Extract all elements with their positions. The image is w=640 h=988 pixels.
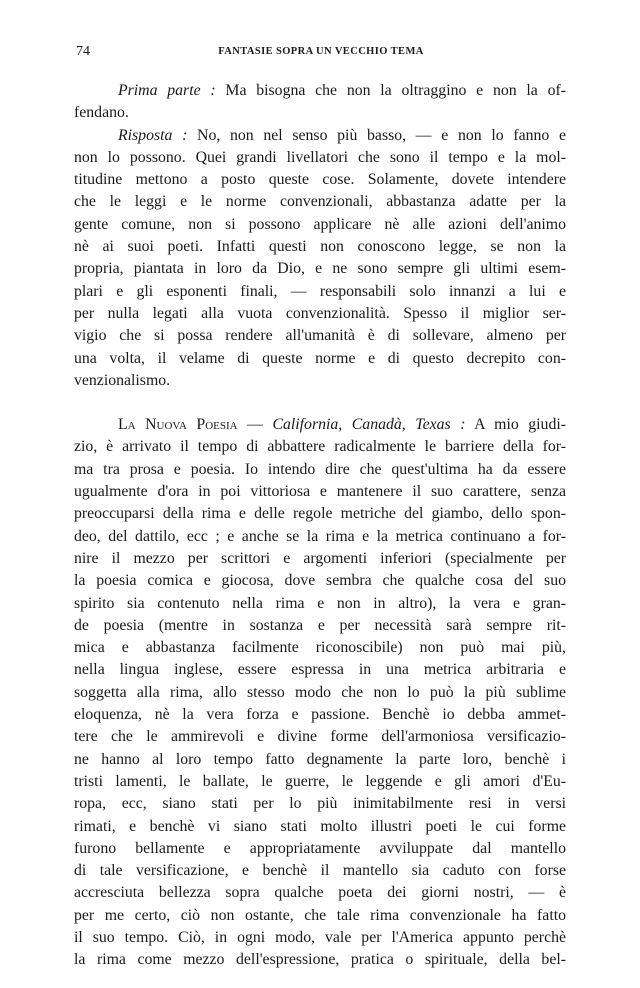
text-line: La Nuova Poesia — California, Canadà, Texas : A mio giudi- [118, 416, 566, 434]
text-line: deo, del dattilo, ecc ; e anche se la rima e la metrica continuano a for- [74, 527, 566, 545]
page-header [76, 44, 566, 62]
text-line: spirito sia contenuto nella rima e non in altro), la vera e gran- [74, 594, 566, 612]
text-line: vigio che si possa rendere all'umanità è di sollevare, almeno per [74, 327, 566, 345]
text-line: nella lingua inglese, essere espressa in una metrica arbitraria e [74, 661, 566, 679]
section-places: California, Canadà, Texas : [272, 416, 466, 434]
text-line: zio, è arrivato il tempo di abbattere radicalmente le barriere della for- [74, 438, 566, 456]
text-line: Risposta : No, non nel senso più basso, — e non lo fanno e [118, 126, 566, 144]
running-head: FANTASIE SOPRA UN VECCHIO TEMA [218, 46, 424, 57]
text-line: non lo possono. Quei grandi livellatori che sono il tempo e la mol- [74, 148, 566, 166]
text-line: ropa, ecc, siano stati per lo più inimitabilmente resi in versi [74, 795, 566, 813]
text-line: di tale versificazione, e benchè il mantello sia caduto con forse [74, 862, 566, 880]
text-line: la poesia comica e giocosa, dove sembra che qualche cosa del suo [74, 572, 566, 590]
text-line: venzionalismo. [74, 371, 171, 389]
text-line: che le leggi e le norme convenzionali, abbastanza adatte per la [74, 193, 566, 211]
text-line: furono bellamente e appropriatamente avviluppate dal mantello [74, 839, 566, 857]
paragraph-gap [74, 392, 566, 414]
text-line: propria, piantata in loro da Dio, e ne sono sempre gli ultimi esem- [74, 260, 566, 278]
text-line: preoccuparsi della rima e delle regole metriche del giambo, dello spon- [74, 505, 566, 523]
text-line: eloquenza, nè la vera forza e passione. Benchè io debba ammet- [74, 706, 566, 724]
text-line: tristi lamenti, le ballate, le guerre, le leggende e gli amori d'Eu- [74, 772, 566, 790]
text-line: una volta, il velame di queste norme e di questo decrepito con- [74, 349, 566, 367]
text-line: fendano. [74, 104, 129, 122]
text-line: accresciuta bellezza sopra qualche poeta dei giorni nostri, — è [74, 884, 566, 902]
speaker-label-risposta: Risposta : [118, 126, 188, 144]
text-line: mica e abbastanza facilmente riconoscibile) non può mai più, [74, 639, 566, 657]
text-line: soggetta alla rima, allo stesso modo che non lo può la più sublime [74, 683, 566, 701]
text-line: nè ai suoi poeti. Infatti questi non conoscono legge, se non la [74, 238, 566, 256]
section-heading: La Nuova Poesia [118, 416, 238, 434]
text-line: de poesia (mentre in sostanza e per necessità sarà sempre rit- [74, 616, 566, 634]
text-line: per me certo, ciò non ostante, che tale rima convenzionale ha fatto [74, 906, 566, 924]
text-line: rimati, e benchè vi siano stati molto illustri poeti le cui forme [74, 817, 566, 835]
text-line: tere che le ammirevoli e divine forme dell'armoniosa versificazio- [74, 728, 566, 746]
text-line: gente comune, non si possono applicare nè alle azioni dell'animo [74, 215, 566, 233]
text-line: plari e gli esponenti finali, — responsabili solo innanzi a lui e [74, 282, 566, 300]
body-text [74, 80, 566, 972]
text-line: Prima parte : Ma bisogna che non la oltraggino e non la of- [118, 82, 566, 99]
speaker-label-prima: Prima parte : [118, 82, 216, 99]
text-line: ne hanno al loro tempo fatto degnamente la parte loro, benchè i [74, 750, 566, 768]
text-line: ma tra prosa e poesia. Io intendo dire che quest'ultima ha da essere [74, 460, 566, 478]
text-line: la rima come mezzo dell'espressione, pratica o spirituale, della bel- [74, 951, 566, 969]
text-line: nire il mezzo per scrittori e argomenti inferiori (specialmente per [74, 549, 566, 567]
page-number: 74 [76, 44, 90, 59]
text-line: per nulla legati alla vuota convenzionalità. Spesso il miglior ser- [74, 304, 566, 322]
text-line: ugualmente d'ora in poi vittoriosa e mantenere il suo carattere, senza [74, 483, 566, 501]
text-line: il suo tempo. Ciò, in ogni modo, vale per l'America appunto perchè [74, 928, 566, 946]
text-line: titudine mettono a posto queste cose. Solamente, dovete intendere [74, 171, 566, 189]
